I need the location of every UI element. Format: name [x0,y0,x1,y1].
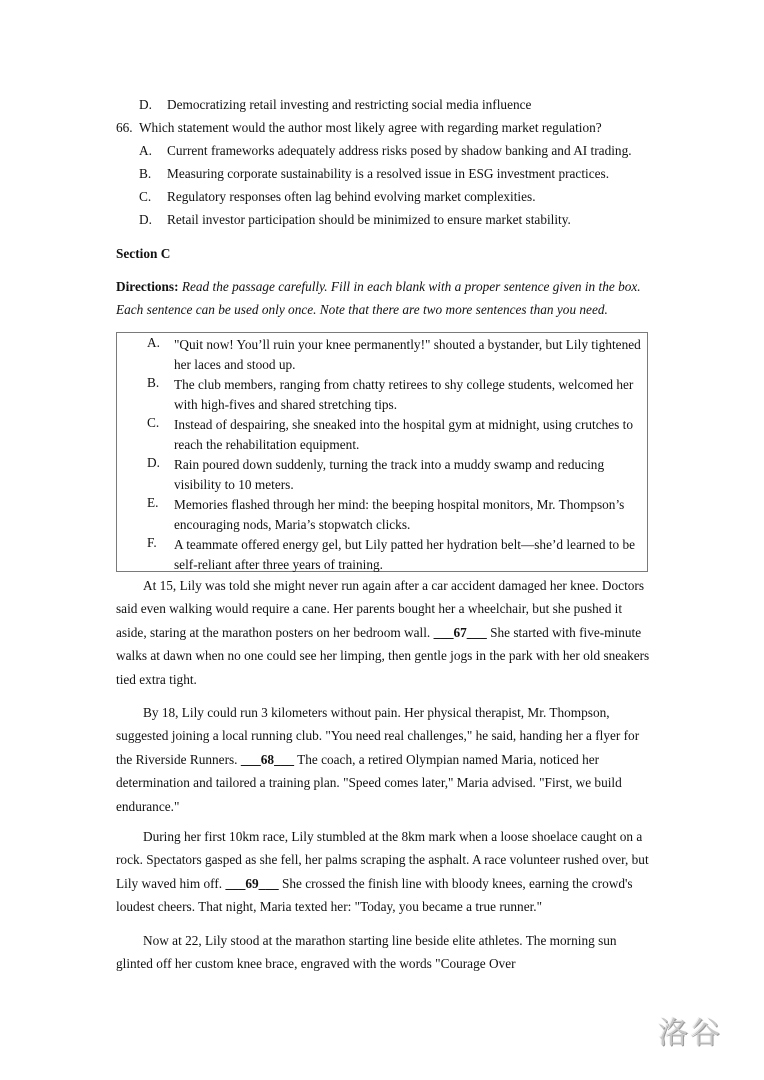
sentence-options-box [116,332,648,572]
option-letter: C. [147,415,160,430]
passage-paragraph-2: By 18, Lily could run 3 kilometers without pain. Her physical therapist, Mr. Thompson, suggested joining a local running club. "You need real challenges," he said, handing her a flyer for the Riverside Runners. ___68___ The coach, a retired Olympian named Maria, noticed her determination and tailored a training plan. "Speed comes later," Maria advised. "First, we build endurance." [116,705,640,814]
option-letter: D. [147,455,160,470]
q66-option-c-text: Regulatory responses often lag behind evolving market complexities. [167,189,536,204]
q66-option-c-letter: C. [139,189,152,204]
option-letter: A. [147,335,160,350]
blank-69: ___69___ [225,875,279,891]
q66-option-a-text: Current frameworks adequately address risks posed by shadow banking and AI trading. [167,143,632,158]
passage-paragraph-4: Now at 22, Lily stood at the marathon starting line beside elite athletes. The morning sun glinted off her custom knee brace, engraved with the words "Courage Over [116,933,617,972]
option-text: "Quit now! You’ll ruin your knee permanently!" shouted a bystander, but Lily tightened her laces and stood up. [174,337,641,372]
blank-67: ___67___ [433,624,487,640]
option-letter: F. [147,535,157,550]
directions-line1: Read the passage carefully. Fill in each blank with a proper sentence given in the box. [181,279,641,294]
option-letter: D. [139,97,152,112]
option-text: A teammate offered energy gel, but Lily patted her hydration belt—she’d learned to be self-reliant after three years of training. [174,537,636,572]
watermark-logo: 洛谷 [658,1016,722,1051]
option-text: Rain poured down suddenly, turning the track into a muddy swamp and reducing visibility to 10 meters. [174,457,605,492]
option-letter: E. [147,495,159,510]
section-title: Section C [116,246,171,261]
q66-option-b-text: Measuring corporate sustainability is a resolved issue in ESG investment practices. [167,166,610,181]
passage-paragraph-3: During her first 10km race, Lily stumbled at the 8km mark when a loose shoelace caught on a rock. Spectators gasped as she fell, her palms scraping the asphalt. A race volunteer rushed over, but Lily waved him off. ___69___ She crossed the finish line with bloody knees, earning the crowd's loudest cheers. That night, Maria texted her: "Today, you became a true runner." [116,829,649,915]
blank-68: ___68___ [240,751,295,767]
directions-line2: Each sentence can be used only once. Note that there are two more sentences than you need. [116,302,608,317]
option-text: Instead of despairing, she sneaked into the hospital gym at midnight, using crutches to reach the rehabilitation equipment. [174,417,634,452]
option-text: The club members, ranging from chatty retirees to shy college students, welcomed her with high-fives and shared stretching tips. [174,377,634,412]
q65-option-d-text: Democratizing retail investing and restricting social media influence [167,97,532,112]
q66-option-b-letter: B. [139,166,152,181]
q66-number: 66. [116,120,133,135]
q65-option-d [139,97,152,113]
q66-stem: Which statement would the author most likely agree with regarding market regulation? [139,120,602,135]
q66-option-d-letter: D. [139,212,152,227]
q66-option-d-text: Retail investor participation should be minimized to ensure market stability. [167,212,571,227]
option-text: Memories flashed through her mind: the beeping hospital monitors, Mr. Thompson’s encouraging nods, Maria’s stopwatch clicks. [174,497,625,532]
directions-label: Directions: [116,279,179,294]
directions [116,279,641,295]
option-letter: B. [147,375,160,390]
passage-paragraph-1: At 15, Lily was told she might never run again after a car accident damaged her knee. Doctors said even walking would require a cane. Her parents bought her a wheelchair, but she pushed it aside, staring at the marathon posters on her bedroom wall. ___67___ She started with five-minute walks at dawn when no one could see her limping, then gentle jogs in the park with her old sneakers tied extra tight. [116,578,650,687]
q66-option-a-letter: A. [139,143,152,158]
